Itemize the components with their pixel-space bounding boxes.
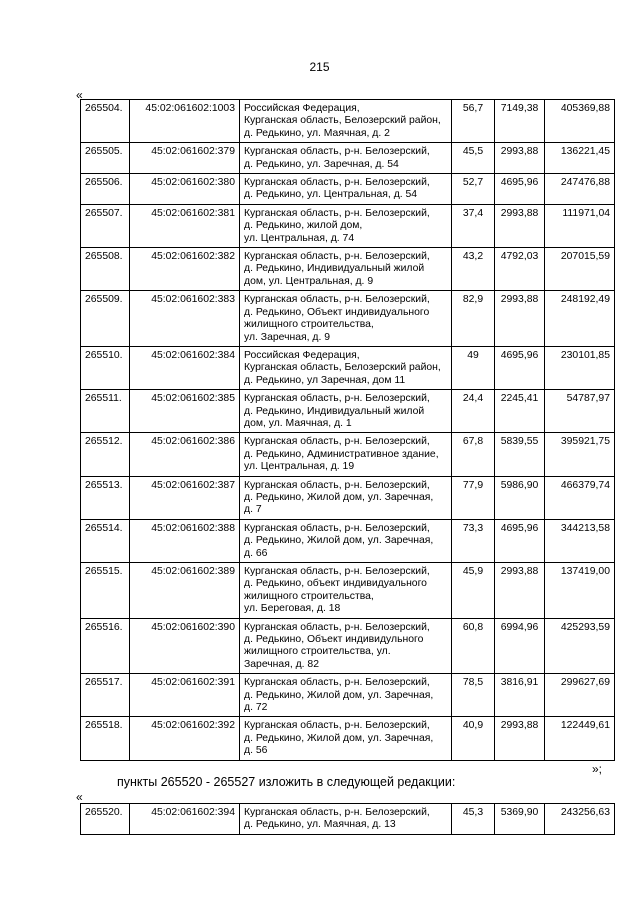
address-cell: Курганская область, р-н. Белозерский, д. Редькино, Индивидуальный жилой дом, ул. Маячная, д. 1 <box>240 390 452 433</box>
price-cell: 4695,96 <box>495 519 545 562</box>
cost-cell: 466379,74 <box>545 476 615 519</box>
row-number-cell: 265516. <box>81 618 130 674</box>
row-number-cell: 265510. <box>81 346 130 389</box>
row-number-cell: 265513. <box>81 476 130 519</box>
address-cell: Российская Федерация, Курганская область, Белозерский район, д. Редькино, ул Заречная, дом 11 <box>240 346 452 389</box>
cost-cell: 247476,88 <box>545 174 615 205</box>
cadastral-number-cell: 45:02:061602:386 <box>130 433 240 476</box>
area-cell: 78,5 <box>452 674 495 717</box>
row-number-cell: 265520. <box>81 804 130 835</box>
address-cell: Курганская область, р-н. Белозерский, д. Редькино, ул. Заречная, д. 54 <box>240 143 452 174</box>
price-cell: 5839,55 <box>495 433 545 476</box>
row-number-cell: 265507. <box>81 204 130 247</box>
table-row <box>81 433 615 476</box>
row-number-cell: 265506. <box>81 174 130 205</box>
cost-cell: 111971,04 <box>545 204 615 247</box>
address-cell: Курганская область, р-н. Белозерский, д. Редькино, Объект индивидуального жилищного строительства, ул. Заречная, д. 9 <box>240 291 452 347</box>
cadastral-number-cell: 45:02:061602:380 <box>130 174 240 205</box>
price-cell: 4695,96 <box>495 174 545 205</box>
price-cell: 4695,96 <box>495 346 545 389</box>
cost-cell: 54787,97 <box>545 390 615 433</box>
address-cell: Курганская область, р-н. Белозерский, д. Редькино, Жилой дом, ул. Заречная, д. 66 <box>240 519 452 562</box>
property-table <box>80 99 615 761</box>
opening-quote-mark-2: « <box>76 790 83 804</box>
cost-cell: 136221,45 <box>545 143 615 174</box>
price-cell: 7149,38 <box>495 100 545 143</box>
area-cell: 82,9 <box>452 291 495 347</box>
table-row <box>81 618 615 674</box>
area-cell: 56,7 <box>452 100 495 143</box>
cadastral-number-cell: 45:02:061602:379 <box>130 143 240 174</box>
area-cell: 52,7 <box>452 174 495 205</box>
address-cell: Курганская область, р-н. Белозерский, д. Редькино, Жилой дом, ул. Заречная, д. 56 <box>240 717 452 760</box>
price-cell: 2993,88 <box>495 717 545 760</box>
table-row <box>81 291 615 347</box>
cadastral-number-cell: 45:02:061602:392 <box>130 717 240 760</box>
area-cell: 24,4 <box>452 390 495 433</box>
address-cell: Курганская область, р-н. Белозерский, д. Редькино, Жилой дом, ул. Заречная, д. 7 <box>240 476 452 519</box>
area-cell: 49 <box>452 346 495 389</box>
cost-cell: 243256,63 <box>545 804 615 835</box>
row-number-cell: 265515. <box>81 563 130 619</box>
price-cell: 4792,03 <box>495 248 545 291</box>
row-number-cell: 265505. <box>81 143 130 174</box>
table-row <box>81 804 615 835</box>
cost-cell: 207015,59 <box>545 248 615 291</box>
address-cell: Российская Федерация, Курганская область, Белозерский район, д. Редькино, ул. Маячная, д. 2 <box>240 100 452 143</box>
table-row <box>81 674 615 717</box>
table-row <box>81 100 615 143</box>
row-number-cell: 265508. <box>81 248 130 291</box>
row-number-cell: 265514. <box>81 519 130 562</box>
area-cell: 77,9 <box>452 476 495 519</box>
cadastral-number-cell: 45:02:061602:1003 <box>130 100 240 143</box>
row-number-cell: 265512. <box>81 433 130 476</box>
cadastral-number-cell: 45:02:061602:383 <box>130 291 240 347</box>
price-cell: 2993,88 <box>495 291 545 347</box>
property-table-continued-body <box>81 804 615 835</box>
area-cell: 37,4 <box>452 204 495 247</box>
cost-cell: 344213,58 <box>545 519 615 562</box>
row-number-cell: 265511. <box>81 390 130 433</box>
cost-cell: 248192,49 <box>545 291 615 347</box>
row-number-cell: 265509. <box>81 291 130 347</box>
price-cell: 6994,96 <box>495 618 545 674</box>
area-cell: 43,2 <box>452 248 495 291</box>
area-cell: 45,5 <box>452 143 495 174</box>
cadastral-number-cell: 45:02:061602:381 <box>130 204 240 247</box>
address-cell: Курганская область, р-н. Белозерский, д. Редькино, Жилой дом, ул. Заречная, д. 72 <box>240 674 452 717</box>
cadastral-number-cell: 45:02:061602:385 <box>130 390 240 433</box>
cadastral-number-cell: 45:02:061602:390 <box>130 618 240 674</box>
table-row <box>81 717 615 760</box>
price-cell: 2993,88 <box>495 143 545 174</box>
cadastral-number-cell: 45:02:061602:388 <box>130 519 240 562</box>
cost-cell: 122449,61 <box>545 717 615 760</box>
cadastral-number-cell: 45:02:061602:387 <box>130 476 240 519</box>
price-cell: 5369,90 <box>495 804 545 835</box>
address-cell: Курганская область, р-н. Белозерский, д. Редькино, Индивидуальный жилой дом, ул. Центральная, д. 9 <box>240 248 452 291</box>
property-table-continued <box>80 803 615 835</box>
table-row <box>81 204 615 247</box>
price-cell: 3816,91 <box>495 674 545 717</box>
cost-cell: 395921,75 <box>545 433 615 476</box>
price-cell: 2993,88 <box>495 204 545 247</box>
cadastral-number-cell: 45:02:061602:394 <box>130 804 240 835</box>
area-cell: 60,8 <box>452 618 495 674</box>
table-row <box>81 476 615 519</box>
page-number: 215 <box>309 60 330 74</box>
area-cell: 67,8 <box>452 433 495 476</box>
amendment-instruction: пункты 265520 - 265527 изложить в следующей редакции: <box>117 775 456 789</box>
cost-cell: 299627,69 <box>545 674 615 717</box>
price-cell: 2993,88 <box>495 563 545 619</box>
table-row <box>81 519 615 562</box>
address-cell: Курганская область, р-н. Белозерский, д. Редькино, Административное здание, ул. Центральная, д. 19 <box>240 433 452 476</box>
row-number-cell: 265504. <box>81 100 130 143</box>
cadastral-number-cell: 45:02:061602:384 <box>130 346 240 389</box>
cost-cell: 425293,59 <box>545 618 615 674</box>
cost-cell: 230101,85 <box>545 346 615 389</box>
area-cell: 45,9 <box>452 563 495 619</box>
table-row <box>81 390 615 433</box>
closing-quote-mark: »; <box>592 762 603 776</box>
row-number-cell: 265518. <box>81 717 130 760</box>
table-row <box>81 563 615 619</box>
area-cell: 40,9 <box>452 717 495 760</box>
cadastral-number-cell: 45:02:061602:391 <box>130 674 240 717</box>
row-number-cell: 265517. <box>81 674 130 717</box>
table-row <box>81 143 615 174</box>
cost-cell: 137419,00 <box>545 563 615 619</box>
table-row <box>81 248 615 291</box>
address-cell: Курганская область, р-н. Белозерский, д. Редькино, жилой дом, ул. Центральная, д. 74 <box>240 204 452 247</box>
price-cell: 2245,41 <box>495 390 545 433</box>
address-cell: Курганская область, р-н. Белозерский, д. Редькино, Объект индивидульного жилищного строительства, ул. Заречная, д. 82 <box>240 618 452 674</box>
area-cell: 73,3 <box>452 519 495 562</box>
address-cell: Курганская область, р-н. Белозерский, д. Редькино, ул. Центральная, д. 54 <box>240 174 452 205</box>
cadastral-number-cell: 45:02:061602:382 <box>130 248 240 291</box>
table-row <box>81 174 615 205</box>
cost-cell: 405369,88 <box>545 100 615 143</box>
table-row <box>81 346 615 389</box>
cadastral-number-cell: 45:02:061602:389 <box>130 563 240 619</box>
property-table-body <box>81 100 615 761</box>
price-cell: 5986,90 <box>495 476 545 519</box>
opening-quote-mark: « <box>76 88 83 102</box>
area-cell: 45,3 <box>452 804 495 835</box>
address-cell: Курганская область, р-н. Белозерский, д. Редькино, объект индивидуального жилищного строительства, ул. Береговая, д. 18 <box>240 563 452 619</box>
address-cell: Курганская область, р-н. Белозерский, д. Редькино, ул. Маячная, д. 13 <box>240 804 452 835</box>
